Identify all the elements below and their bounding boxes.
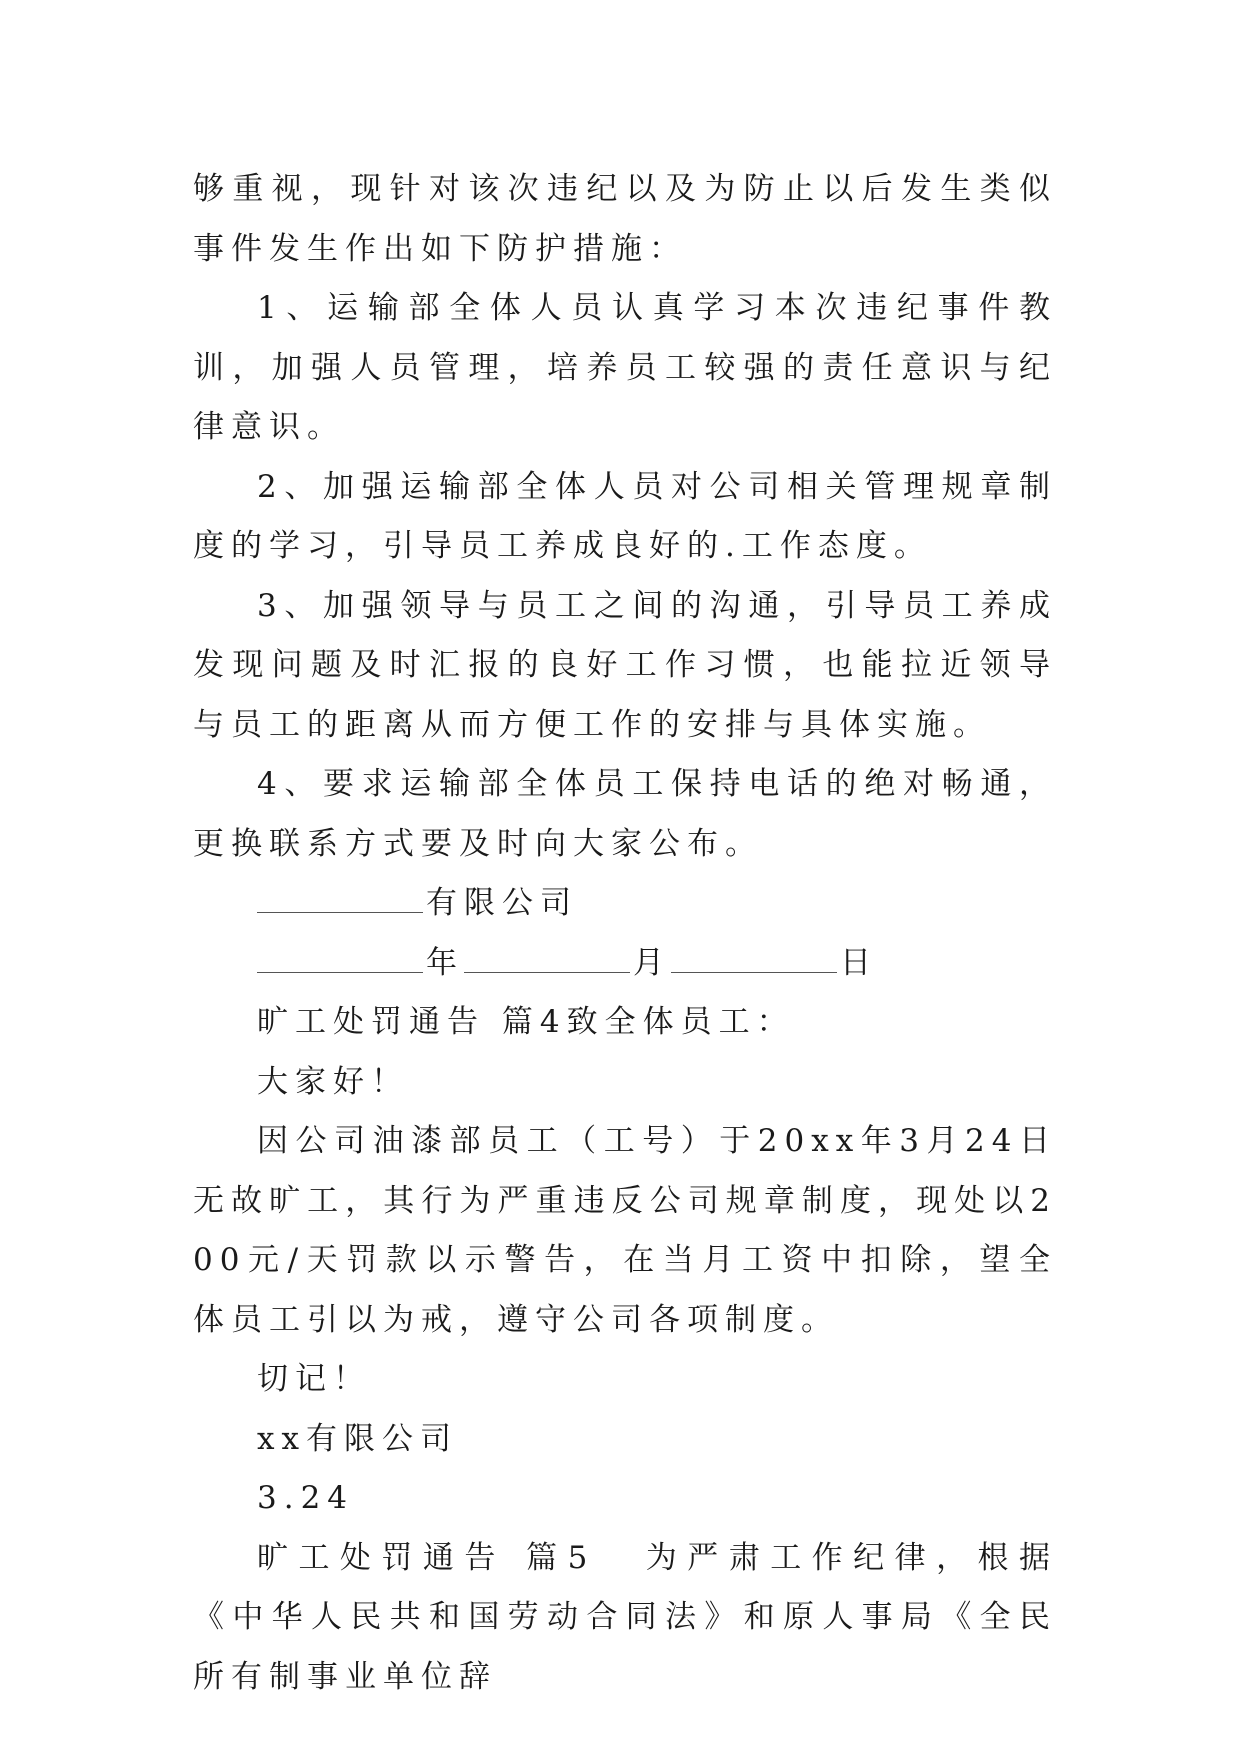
- month-label: 月: [633, 944, 671, 981]
- notice4-closing: 切记！: [257, 1361, 371, 1397]
- notice4-date: 3.24: [257, 1480, 355, 1516]
- paragraph-measure-1: 1、运输部全体人员认真学习本次违纪事件教训，加强人员管理，培养员工较强的责任意识与纪律意识。: [193, 290, 1057, 445]
- document-body: [193, 160, 1057, 1707]
- company-suffix: 有限公司: [426, 885, 578, 921]
- notice4-heading: 旷工处罚通告 篇4致全体员工：: [257, 1004, 795, 1040]
- day-blank: [671, 942, 837, 973]
- year-blank: [257, 942, 423, 973]
- year-label: 年: [426, 944, 464, 981]
- notice4-body: 因公司油漆部员工（工号）于20xx年3月24日无故旷工，其行为严重违反公司规章制度，现处以200元/天罚款以示警告，在当月工资中扣除，望全体员工引以为戒，遵守公司各项制度。: [193, 1123, 1057, 1338]
- signature-company-line: [193, 874, 1057, 934]
- signature-date-line: [193, 934, 1057, 994]
- paragraph-intro-continued: 够重视，现针对该次违纪以及为防止以后发生类似事件发生作出如下防护措施：: [193, 171, 1057, 267]
- paragraph-measure-2: 2、加强运输部全体人员对公司相关管理规章制度的学习，引导员工养成良好的.工作态度。: [193, 468, 1057, 564]
- notice5-heading: 旷工处罚通告 篇5: [257, 1539, 595, 1576]
- day-label: 日: [840, 944, 878, 981]
- company-name-blank: [257, 882, 423, 913]
- paragraph-measure-4: 4、要求运输部全体员工保持电话的绝对畅通，更换联系方式要及时向大家公布。: [193, 766, 1057, 862]
- month-blank: [464, 942, 630, 973]
- notice4-company: xx有限公司: [257, 1420, 458, 1457]
- notice5-paragraph: [193, 1529, 1057, 1708]
- paragraph-measure-3: 3、加强领导与员工之间的沟通，引导员工养成发现问题及时汇报的良好工作习惯，也能拉近领导与员工的距离从而方便工作的安排与具体实施。: [193, 587, 1057, 743]
- notice5-body: 为严肃工作纪律，根据《中华人民共和国劳动合同法》和原人事局《全民所有制事业单位辞: [193, 1539, 1058, 1695]
- notice4-greeting: 大家好！: [257, 1063, 409, 1100]
